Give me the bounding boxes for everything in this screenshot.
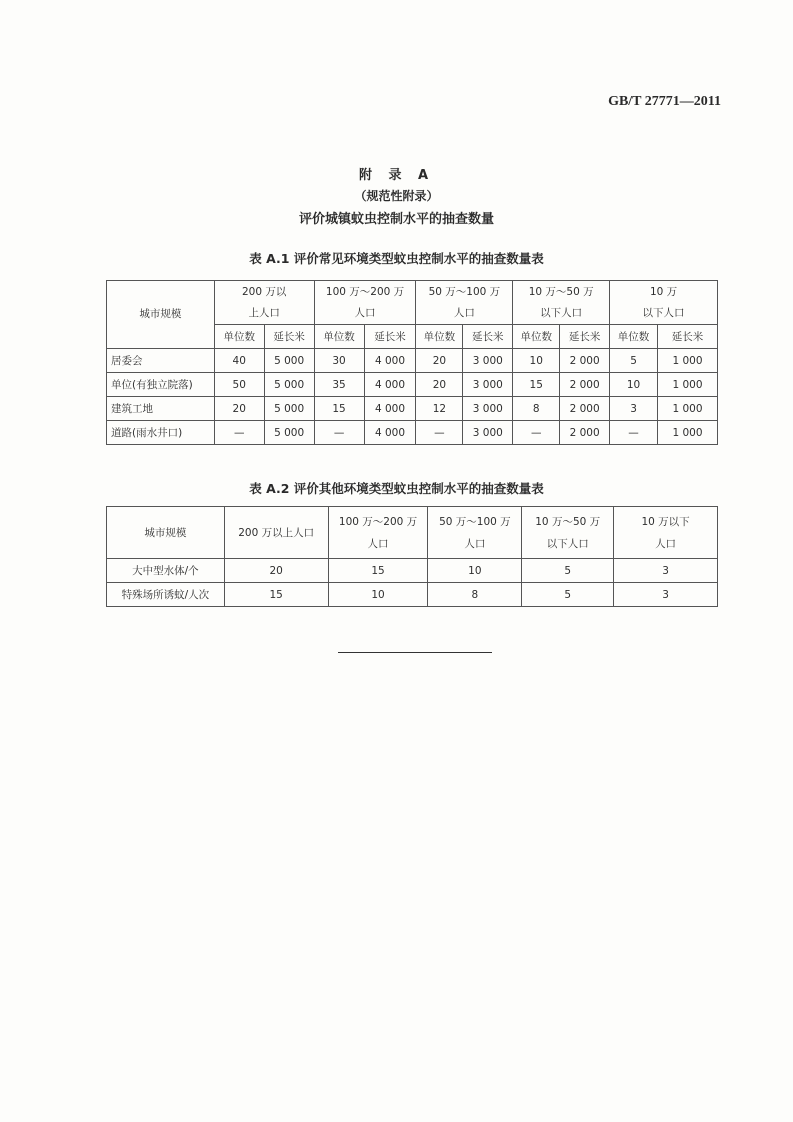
table-cell: 4 000 [364, 397, 416, 421]
table-cell: 15 [513, 373, 560, 397]
row-label: 建筑工地 [107, 397, 215, 421]
table-cell: 1 000 [658, 349, 718, 373]
table-a2-header: 100 万～200 万 人口 [328, 507, 428, 559]
row-label: 特殊场所诱蚊/人次 [107, 583, 225, 607]
table-a1-sub-header: 单位数 [214, 325, 264, 349]
table-a2-header: 50 万～100 万 人口 [428, 507, 522, 559]
table-cell: 4 000 [364, 373, 416, 397]
table-cell: 2 000 [560, 421, 610, 445]
end-rule [338, 652, 492, 653]
table-a1-group-header: 50 万～100 万 人口 [416, 281, 513, 325]
table-cell: 2 000 [560, 349, 610, 373]
standard-code: GB/T 27771—2011 [608, 94, 721, 109]
table-a1-sub-header: 延长米 [463, 325, 513, 349]
table-cell: 15 [224, 583, 328, 607]
table-cell: 8 [513, 397, 560, 421]
table-row [107, 583, 718, 607]
table-row [107, 421, 718, 445]
table-cell: 12 [416, 397, 463, 421]
row-label: 道路(雨水井口) [107, 421, 215, 445]
table-row [107, 397, 718, 421]
annex-title: 附 录 A [358, 168, 435, 183]
table-cell: 15 [314, 397, 364, 421]
table-cell: 20 [224, 559, 328, 583]
table-a1-sub-header: 延长米 [264, 325, 314, 349]
table-cell: 3 [614, 583, 718, 607]
table-cell: — [214, 421, 264, 445]
table-cell: 35 [314, 373, 364, 397]
table-cell: 5 000 [264, 373, 314, 397]
table-a1 [106, 280, 718, 445]
table-row [107, 349, 718, 373]
table-a1-group-header: 10 万 以下人口 [610, 281, 718, 325]
table-cell: 3 000 [463, 373, 513, 397]
table-cell: — [314, 421, 364, 445]
table-cell: 8 [428, 583, 522, 607]
table-a2-header: 200 万以上人口 [224, 507, 328, 559]
table-cell: 10 [513, 349, 560, 373]
table-cell: 1 000 [658, 421, 718, 445]
table-cell: 4 000 [364, 421, 416, 445]
table-a2-caption: 表 A.2 评价其他环境类型蚊虫控制水平的抽查数量表 [249, 481, 544, 496]
table-cell: 3 [610, 397, 658, 421]
table-cell: 30 [314, 349, 364, 373]
table-a1-sub-header: 延长米 [658, 325, 718, 349]
table-cell: 3 000 [463, 349, 513, 373]
table-a1-sub-header: 延长米 [560, 325, 610, 349]
table-cell: 10 [328, 583, 428, 607]
table-a1-group-header: 100 万～200 万 人口 [314, 281, 416, 325]
table-cell: — [513, 421, 560, 445]
table-a2-corner-header: 城市规模 [107, 507, 225, 559]
table-cell: 5 000 [264, 421, 314, 445]
table-a1-group-header: 10 万～50 万 以下人口 [513, 281, 610, 325]
table-cell: 50 [214, 373, 264, 397]
annex-name: 评价城镇蚊虫控制水平的抽查数量 [298, 212, 494, 227]
table-cell: 10 [610, 373, 658, 397]
table-cell: 20 [416, 349, 463, 373]
table-a1-sub-header: 单位数 [416, 325, 463, 349]
table-a1-group-header: 200 万以 上人口 [214, 281, 314, 325]
table-cell: 1 000 [658, 397, 718, 421]
table-cell: 20 [214, 397, 264, 421]
table-a2-header: 10 万以下 人口 [614, 507, 718, 559]
table-a1-sub-header: 延长米 [364, 325, 416, 349]
row-label: 单位(有独立院落) [107, 373, 215, 397]
table-cell: 5 [522, 559, 614, 583]
table-cell: 5 000 [264, 397, 314, 421]
annex-type: （规范性附录） [354, 189, 439, 203]
table-cell: 10 [428, 559, 522, 583]
table-cell: 3 000 [463, 421, 513, 445]
table-cell: 1 000 [658, 373, 718, 397]
table-cell: 2 000 [560, 397, 610, 421]
table-a1-sub-header: 单位数 [513, 325, 560, 349]
table-a2 [106, 506, 718, 607]
table-a1-corner-header: 城市规模 [107, 281, 215, 349]
table-cell: 15 [328, 559, 428, 583]
table-cell: 5 [522, 583, 614, 607]
row-label: 大中型水体/个 [107, 559, 225, 583]
table-cell: 2 000 [560, 373, 610, 397]
table-cell: 4 000 [364, 349, 416, 373]
table-row [107, 373, 718, 397]
table-a1-caption: 表 A.1 评价常见环境类型蚊虫控制水平的抽查数量表 [249, 251, 544, 266]
table-a2-header: 10 万～50 万 以下人口 [522, 507, 614, 559]
table-cell: 20 [416, 373, 463, 397]
table-cell: 5 [610, 349, 658, 373]
table-a1-sub-header: 单位数 [610, 325, 658, 349]
table-cell: — [610, 421, 658, 445]
table-cell: 5 000 [264, 349, 314, 373]
table-row [107, 559, 718, 583]
table-a1-sub-header: 单位数 [314, 325, 364, 349]
table-cell: 40 [214, 349, 264, 373]
table-cell: — [416, 421, 463, 445]
table-cell: 3 000 [463, 397, 513, 421]
row-label: 居委会 [107, 349, 215, 373]
table-cell: 3 [614, 559, 718, 583]
